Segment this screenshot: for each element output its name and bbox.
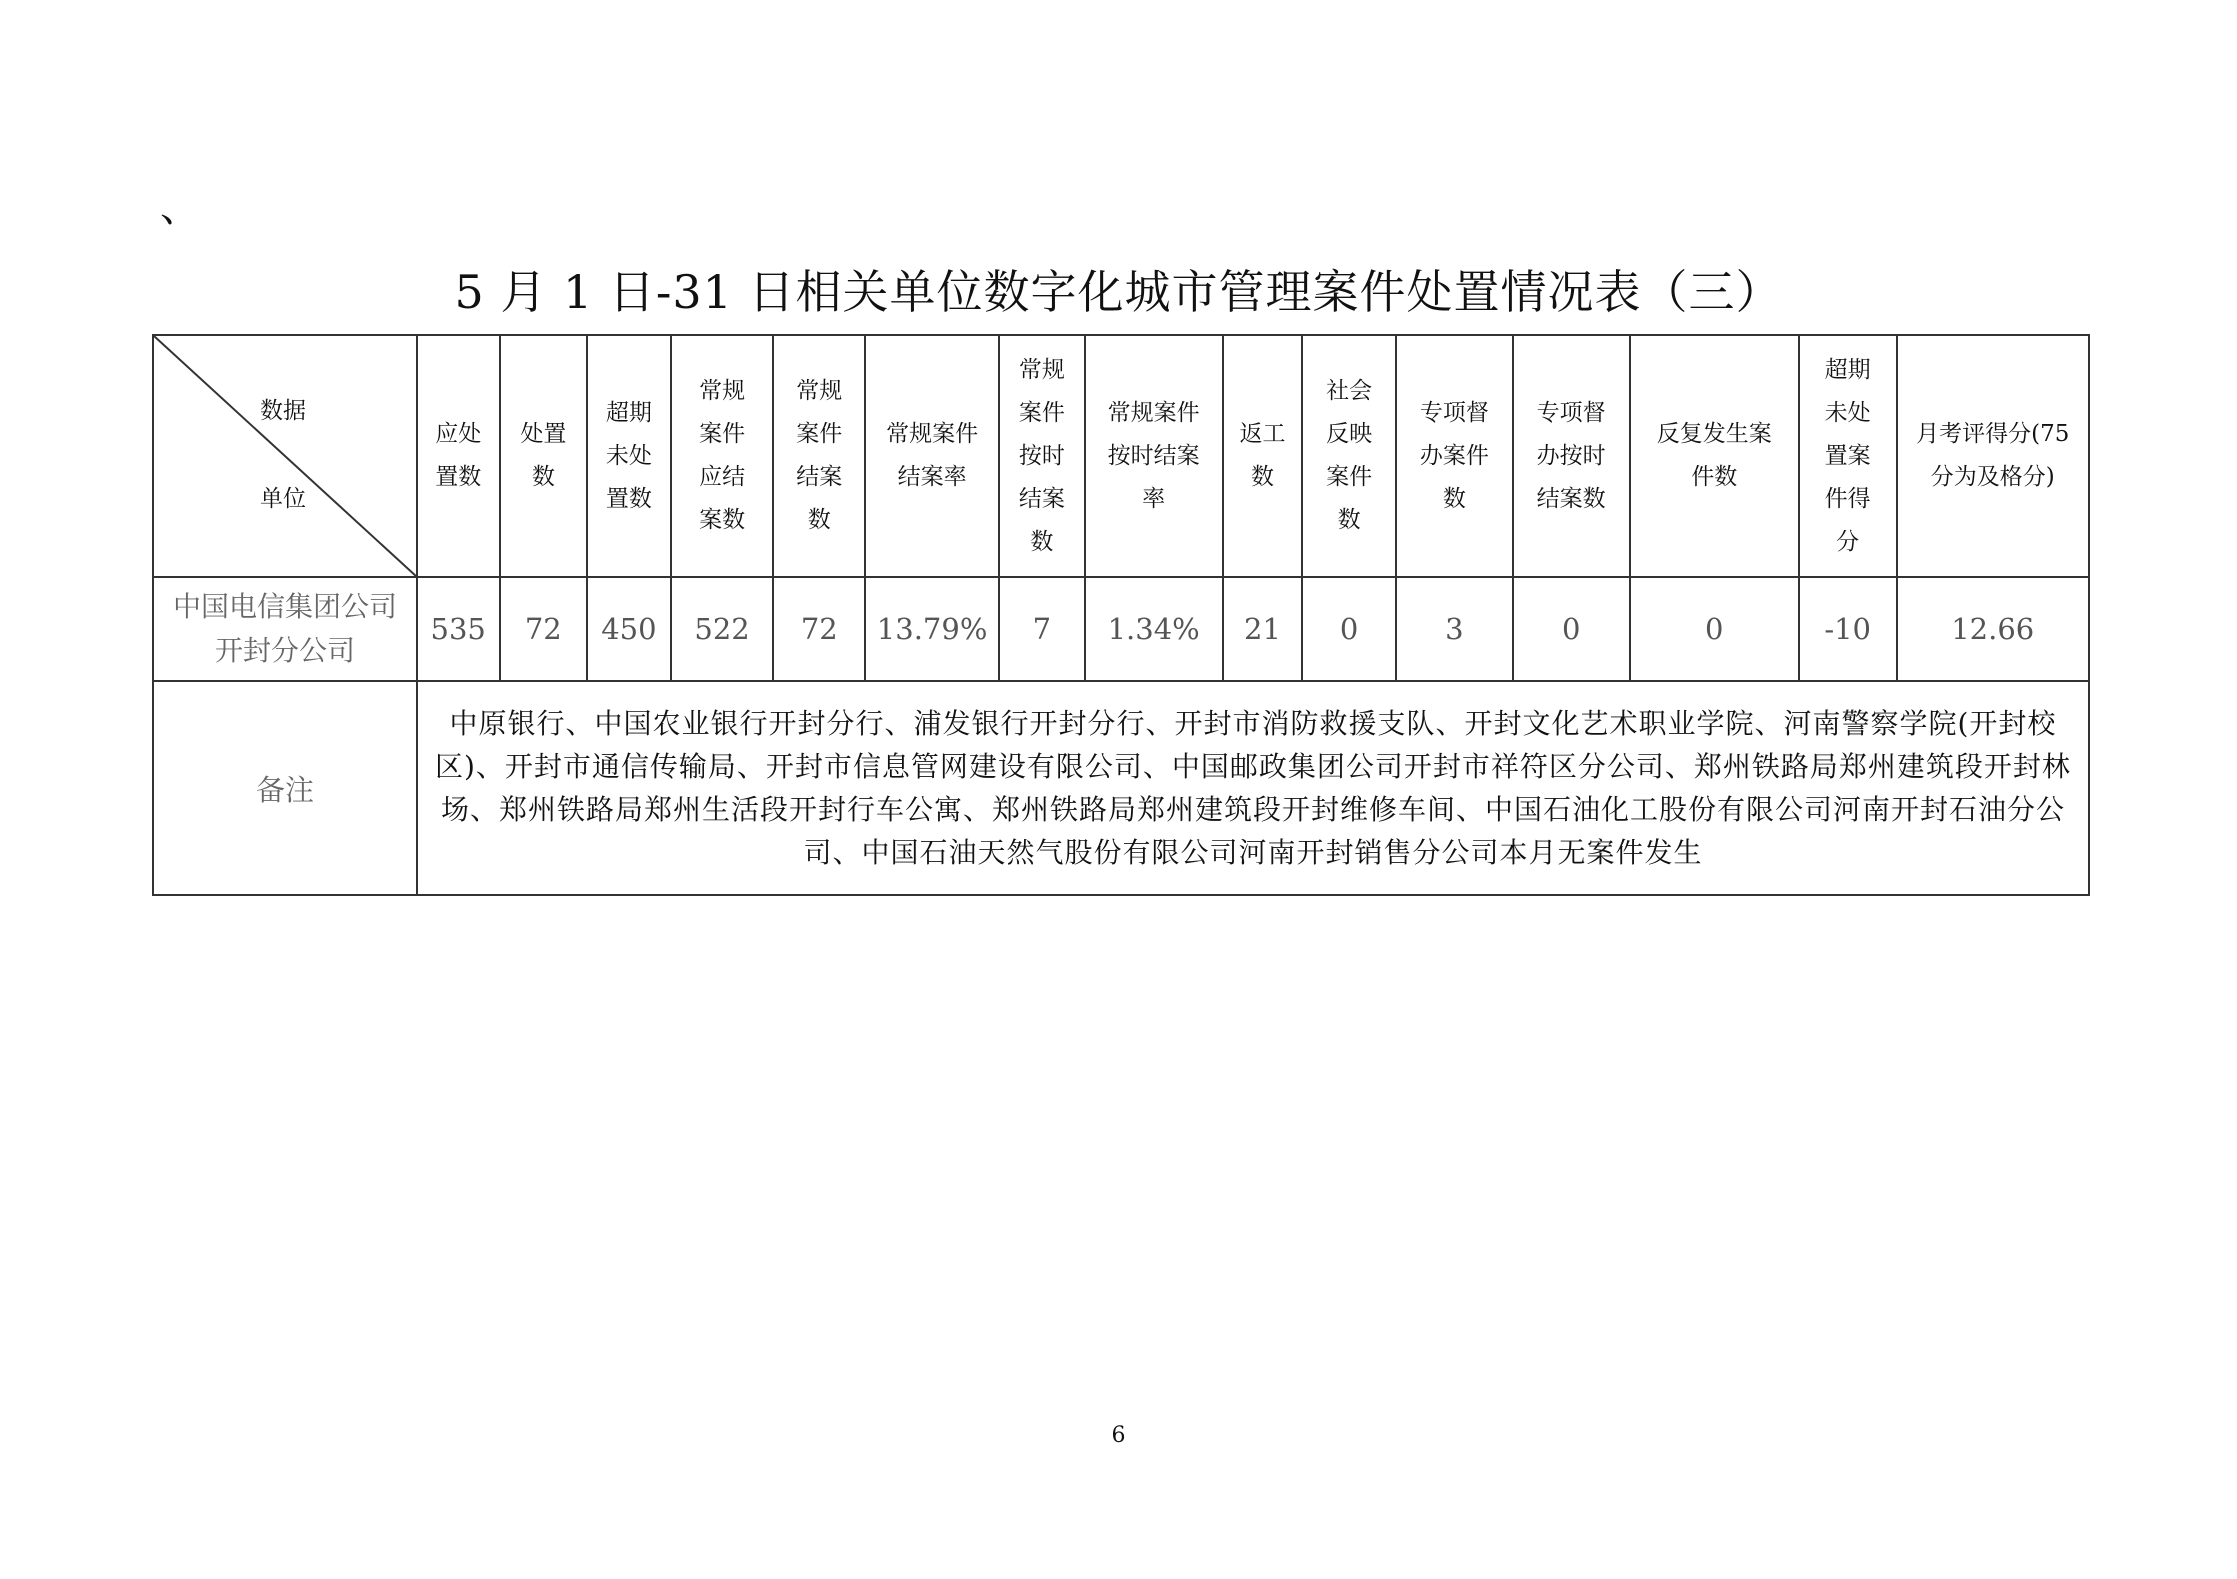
header-row xyxy=(153,335,2089,577)
column-header xyxy=(773,335,865,577)
column-header-line: 结案数 xyxy=(1536,485,1606,512)
column-header-line: 分 xyxy=(1836,528,1860,555)
table-cell: 522 xyxy=(671,577,774,681)
table-cell: 21 xyxy=(1223,577,1303,681)
column-header xyxy=(1085,335,1223,577)
table-cell: 72 xyxy=(500,577,588,681)
case-handling-table xyxy=(152,334,2090,896)
column-header-line: 数 xyxy=(1337,507,1361,533)
table-cell: 0 xyxy=(1302,577,1396,681)
table-cell: 3 xyxy=(1396,577,1513,681)
column-header-line: 数 xyxy=(1442,485,1466,512)
column-header-line: 结案 xyxy=(1018,485,1065,512)
column-header-line: 常规案件 xyxy=(886,421,979,447)
column-header-line: 未处 xyxy=(1824,399,1871,426)
column-header-line: 置数 xyxy=(435,464,482,490)
column-header xyxy=(1302,335,1396,577)
table-cell: 535 xyxy=(417,577,500,681)
column-header-line: 按时结案 xyxy=(1107,442,1200,469)
column-header-line: 置数 xyxy=(605,485,652,512)
column-header-line: 社会 xyxy=(1326,378,1373,404)
column-header-line: 按时 xyxy=(1018,442,1065,469)
table-cell: 450 xyxy=(587,577,671,681)
column-header-line: 专项督 xyxy=(1419,399,1489,426)
column-header-line: 办案件 xyxy=(1419,442,1489,469)
column-header-line: 案数 xyxy=(699,507,746,533)
table-cell: 1.34% xyxy=(1085,577,1223,681)
column-header-line: 置案 xyxy=(1824,442,1871,469)
column-header xyxy=(865,335,999,577)
page-title: 5 月 1 日-31 日相关单位数字化城市管理案件处置情况表（三） xyxy=(454,265,1783,319)
table-row xyxy=(153,577,2089,681)
column-header-line: 反映 xyxy=(1326,421,1373,447)
column-header-line: 办按时 xyxy=(1536,442,1606,469)
column-header xyxy=(417,335,500,577)
column-header-line: 案件 xyxy=(699,421,746,447)
column-header xyxy=(1513,335,1630,577)
column-header-line: 未处 xyxy=(605,442,652,469)
column-header xyxy=(587,335,671,577)
table-cell: 72 xyxy=(773,577,865,681)
table-cell: -10 xyxy=(1799,577,1897,681)
column-header-line: 数 xyxy=(1250,464,1274,490)
column-header-line: 常规 xyxy=(699,378,746,404)
column-header xyxy=(999,335,1085,577)
column-header-line: 返工 xyxy=(1239,421,1286,447)
column-header xyxy=(671,335,774,577)
corner-label-data: 数据 xyxy=(260,398,306,424)
column-header xyxy=(1223,335,1303,577)
column-header-line: 数 xyxy=(1030,528,1054,555)
diagonal-line xyxy=(154,336,416,576)
column-header-line: 常规案件 xyxy=(1107,399,1200,426)
column-header-line: 件得 xyxy=(1824,485,1871,512)
column-header-line: 超期 xyxy=(1824,356,1871,383)
column-header-line: 件数 xyxy=(1691,464,1738,490)
table-cell: 0 xyxy=(1513,577,1630,681)
table-cell: 13.79% xyxy=(865,577,999,681)
column-header-line: 案件 xyxy=(796,421,843,447)
column-header-line: 常规 xyxy=(1018,356,1065,383)
column-header-line: 应处 xyxy=(435,421,482,447)
remark-label: 备注 xyxy=(153,681,417,895)
column-header-line: 案件 xyxy=(1018,399,1065,426)
diagonal-header-cell xyxy=(153,335,417,577)
column-header-line: 常规 xyxy=(796,378,843,404)
column-header-line: 案件 xyxy=(1326,464,1373,490)
remark-row xyxy=(153,681,2089,895)
column-header xyxy=(1396,335,1513,577)
column-header-line: 分为及格分) xyxy=(1930,464,2055,490)
column-header-line: 专项督 xyxy=(1536,399,1606,426)
remark-text: 中原银行、中国农业银行开封分行、浦发银行开封分行、开封市消防救援支队、开封文化艺术职业学院、河南警察学院(开封校区)、开封市通信传输局、开封市信息管网建设有限公司、中国邮政集团公司开封市祥符区分公司、郑州铁路局郑州建筑段开封林场、郑州铁路局郑州生活段开封行车公寓、郑州铁路局郑州建筑段开封维修车间、中国石油化工股份有限公司河南开封石油分公司、中国石油天然气股份有限公司河南开封销售分公司本月无案件发生 xyxy=(417,681,2089,895)
column-header-line: 处置 xyxy=(520,421,567,447)
column-header-line: 率 xyxy=(1142,485,1166,512)
column-header-line: 反复发生案 xyxy=(1656,421,1772,447)
column-header-line: 结案 xyxy=(796,464,843,490)
column-header-line: 结案率 xyxy=(897,464,967,490)
column-header-line: 数 xyxy=(807,507,831,533)
column-header xyxy=(500,335,588,577)
column-header xyxy=(1799,335,1897,577)
column-header-line: 超期 xyxy=(605,399,652,426)
table-cell: 0 xyxy=(1630,577,1799,681)
column-header-line: 月考评得分(75 xyxy=(1916,421,2070,447)
unit-name-cell: 中国电信集团公司开封分公司 xyxy=(153,577,417,681)
column-header xyxy=(1897,335,2089,577)
corner-label-unit: 单位 xyxy=(260,486,306,512)
punctuation-mark: 、 xyxy=(160,185,200,231)
table-cell: 12.66 xyxy=(1897,577,2089,681)
page-number: 6 xyxy=(1111,1423,1126,1448)
column-header-line: 数 xyxy=(531,464,555,490)
column-header xyxy=(1630,335,1799,577)
table-cell: 7 xyxy=(999,577,1085,681)
column-header-line: 应结 xyxy=(699,464,746,490)
